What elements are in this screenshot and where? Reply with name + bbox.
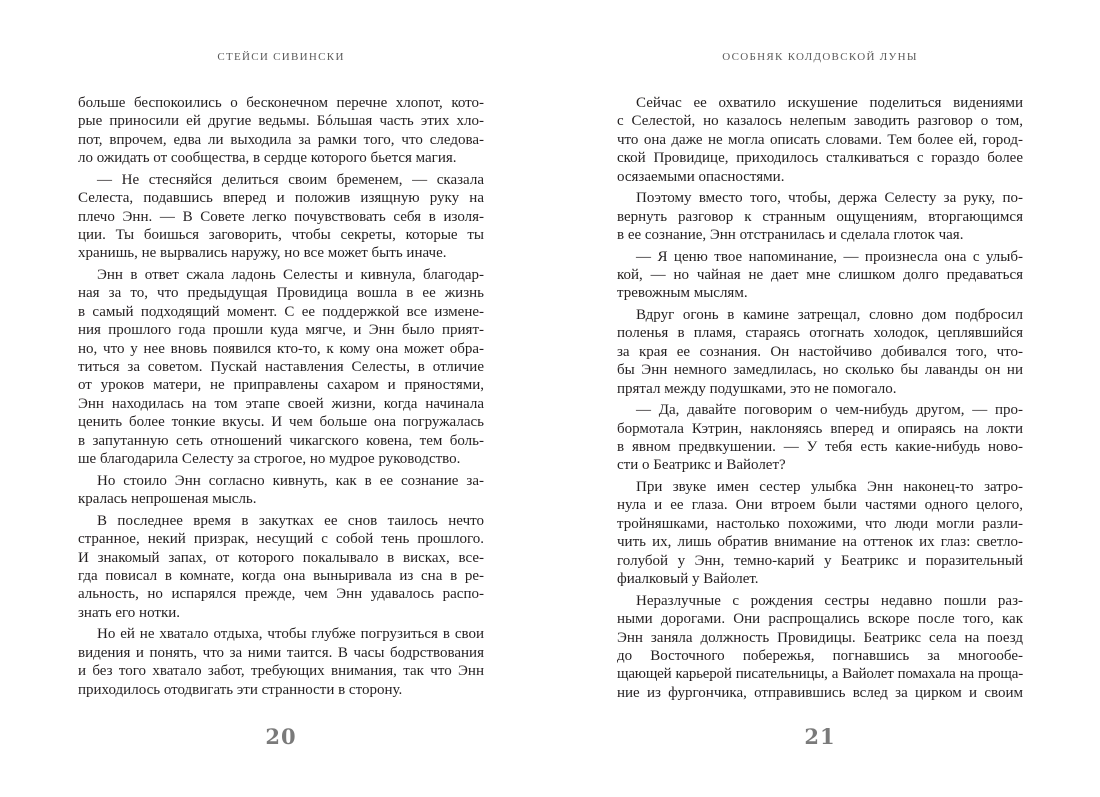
text-line: ло ожидать от сообщества, в сердце которого бьется магия.: [78, 150, 457, 167]
text-line: гда повисал в комнате, когда она выныривала из сна в ре-: [78, 567, 484, 584]
text-line: бормотала Кэтрин, наклоняясь вперед и опираясь на локти: [617, 420, 1023, 437]
paragraph: [617, 592, 1023, 702]
text-line: Поэтому вместо того, чтобы, держа Селесту за руку, по-: [636, 190, 1023, 207]
text-line: ценить более тонкие вкусы. И чем больше она погружалась: [78, 414, 484, 431]
text-line: ской Провидице, приходилось сталкиваться с гораздо более: [617, 150, 1023, 167]
running-head-author: СТЕЙСИ СИВИНСКИ: [217, 51, 345, 63]
text-line: — Я ценю твое напоминание, — произнесла она с улыб-: [636, 248, 1023, 265]
text-line: осязаемыми опасностями.: [617, 168, 785, 185]
text-line: что она даже не могла описать словами. Тем более ей, город-: [617, 131, 1023, 148]
text-line: кой, — но чайная не дает мне слишком долго предаваться: [617, 267, 1023, 284]
page-number-left: 20: [265, 724, 297, 749]
right-page-body-text: [617, 94, 1023, 705]
text-line: приходилось отодвигать эти странности в сторону.: [78, 681, 403, 698]
text-line: тревожным мыслям.: [617, 285, 748, 302]
running-head-title: ОСОБНЯК КОЛДОВСКОЙ ЛУНЫ: [722, 51, 918, 63]
text-line: — Да, давайте поговорим о чем-нибудь другом, — про-: [636, 402, 1023, 419]
text-line: ными дорогами. Они распрощались вскоре после того, как: [617, 611, 1023, 628]
text-line: вернуть разговор к странным ощущениям, вторгающимся: [617, 208, 1023, 225]
text-line: знать его нотки.: [78, 604, 181, 621]
text-line: Но стоило Энн согласно кивнуть, как в ее сознание за-: [97, 472, 484, 489]
paragraph: [617, 189, 1023, 244]
left-page-body-text: [78, 94, 484, 702]
paragraph: [78, 94, 484, 168]
text-line: Неразлучные с рождения сестры недавно пошли раз-: [636, 592, 1023, 609]
text-line: Энн в ответ сжала ладонь Селесты и кивнула, благодар-: [97, 267, 484, 284]
text-line: При звуке имен сестер улыбка Энн наконец-то затро-: [636, 479, 1023, 496]
text-line: кралась непрошеная мысль.: [78, 491, 257, 508]
right-page: [550, 0, 1100, 797]
text-line: в самый подходящий момент. С ее поддержкой все измене-: [78, 303, 484, 320]
text-line: видения и понять, что за ними таится. В часы бодрствования: [78, 644, 484, 661]
text-line: и без того хватало забот, требующих внимания, так что Энн: [78, 663, 484, 680]
paragraph: [617, 94, 1023, 186]
paragraph: [78, 625, 484, 699]
paragraph: [78, 266, 484, 468]
text-line: пот, впрочем, едва ли выходила за рамки того, что следова-: [78, 131, 484, 148]
paragraph: [617, 401, 1023, 475]
text-line: нула и ее глаза. Они втроем были частями одного целого,: [617, 497, 1023, 514]
text-line: щающей карьерой писательницы, а Вайолет помахала на проща-: [617, 666, 1023, 683]
text-line: рые приносили ей другие ведьмы. Бóльшая часть этих хло-: [78, 113, 484, 130]
text-line: Энн находилась на том этапе своей жизни, когда начинала: [78, 395, 484, 412]
paragraph: [78, 171, 484, 263]
text-line: прятал между подушками, это не помогало.: [617, 380, 897, 397]
text-line: больше беспокоились о бесконечном перечне хлопот, кото-: [78, 95, 484, 111]
text-line: Вдруг огонь в камине затрещал, словно дом подбросил: [636, 307, 1023, 324]
text-line: И знакомый запах, от которого покалывало в висках, все-: [78, 549, 484, 566]
text-line: Сейчас ее охватило искушение поделиться видениями: [636, 95, 1023, 111]
text-line: до Восточного побережья, погнавшись за многообе-: [617, 647, 1023, 664]
text-line: в запутанную сеть отношений чикагского ковена, тем боль-: [78, 432, 484, 449]
text-line: сти о Беатрикс и Вайолет?: [617, 457, 786, 474]
paragraph: [617, 248, 1023, 303]
text-line: ние из фургончика, отправившись вслед за цирком и своим: [617, 684, 1023, 701]
text-line: Селеста, подавшись вперед и положив изящную руку на: [78, 190, 484, 207]
text-line: альность, но испарялся прежде, чем Энн удавалось распо-: [78, 586, 484, 603]
text-line: голубой у Энн, темно-карий у Беатрикс и поразительный: [617, 552, 1023, 569]
text-line: тройняшками, настолько похожими, что люди могли разли-: [617, 515, 1023, 532]
text-line: поленья в пламя, стараясь отогнать холодок, цеплявшийся: [617, 325, 1023, 342]
paragraph: [78, 472, 484, 509]
page-number-right: 21: [804, 724, 836, 749]
text-line: титься за советом. Пускай наставления Селесты, в отличие: [78, 359, 484, 376]
text-line: странное, некий призрак, несущий с собой тень прошлого.: [78, 531, 484, 548]
text-line: но, что у нее вновь появился кто-то, к кому она может обра-: [78, 340, 484, 357]
text-line: бы Энн немного замедлилась, но сколько бы лаванды он ни: [617, 362, 1023, 379]
paragraph: [617, 478, 1023, 588]
text-line: — Не стесняйся делиться своим бременем, — сказала: [97, 171, 484, 188]
text-line: ния прошлого года прошли куда мягче, и Энн было прият-: [78, 322, 484, 339]
text-line: ше благодарила Селесту за строгое, но мудрое руководство.: [78, 451, 461, 468]
text-line: В последнее время в закутках ее снов таилось нечто: [97, 512, 484, 529]
text-line: чить их, лишь обратив внимание на оттенок их глаз: светло-: [617, 534, 1023, 551]
text-line: от уроков матери, не приправлены сахаром и пряностями,: [78, 377, 484, 394]
text-line: Энн заняла должность Провидицы. Беатрикс села на поезд: [617, 629, 1023, 646]
text-line: хранишь, не вырвались наружу, но все может быть иначе.: [78, 245, 447, 262]
paragraph: [78, 512, 484, 622]
text-line: с Селестой, но казалось нелепым заводить разговор о том,: [617, 113, 1023, 130]
text-line: за края ее сознания. Он настойчиво добивался того, что-: [617, 343, 1023, 360]
paragraph: [617, 306, 1023, 398]
text-line: ная за то, что предыдущая Провидица вошла в ее жизнь: [78, 285, 484, 302]
text-line: плечо Энн. — В Совете легко почувствовать себя в изоля-: [78, 208, 484, 225]
text-line: ции. Ты боишься заговорить, чтобы секреты, которые ты: [78, 227, 484, 244]
text-line: в ее сознание, Энн отстранилась и сделала глоток чая.: [617, 227, 964, 244]
text-line: фиалковый у Вайолет.: [617, 571, 759, 588]
text-line: Но ей не хватало отдыха, чтобы глубже погрузиться в свои: [97, 626, 484, 643]
text-line: в явном предвкушении. — У тебя есть какие-нибудь ново-: [617, 439, 1023, 456]
